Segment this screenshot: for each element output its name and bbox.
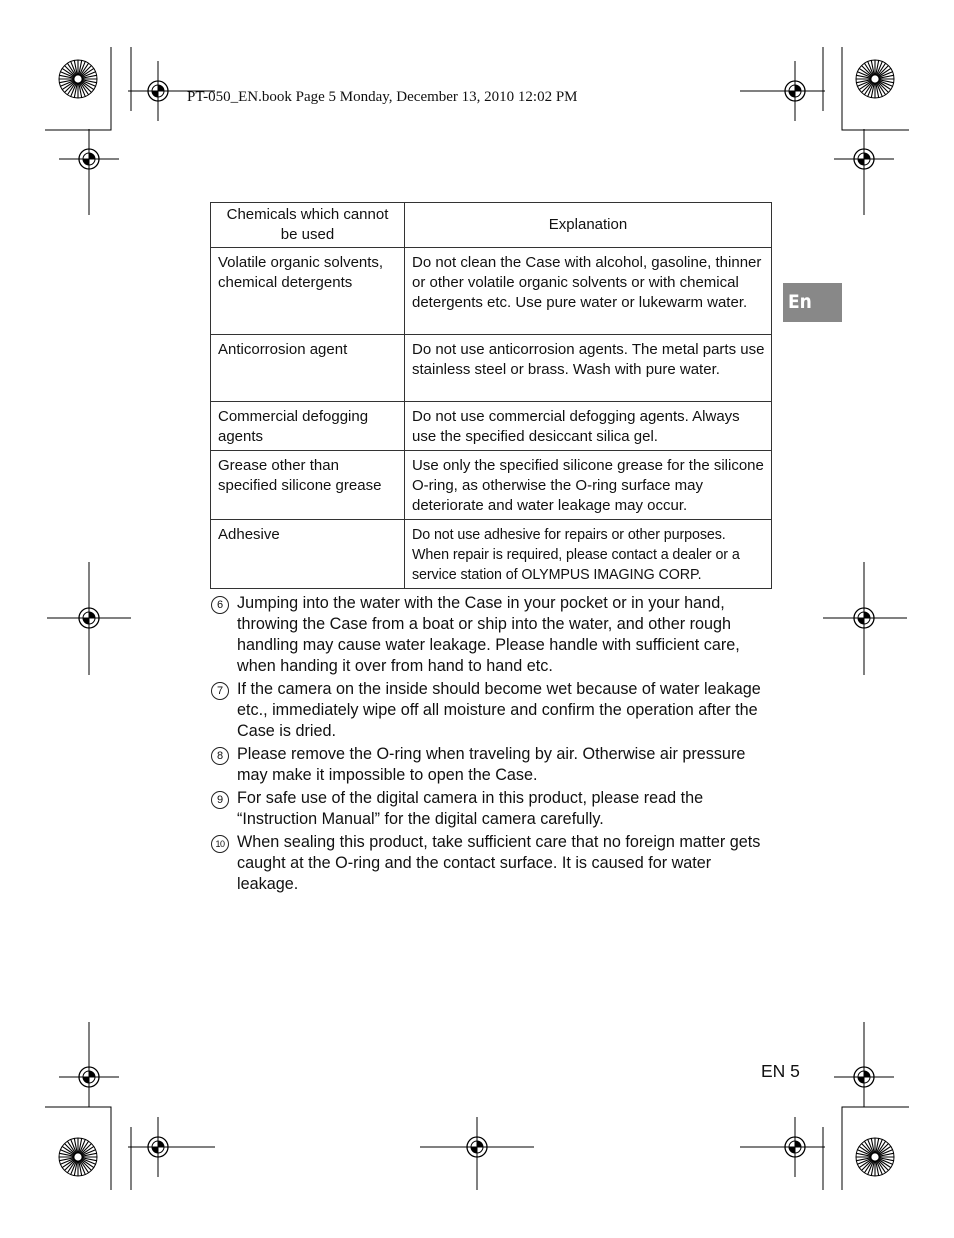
precaution-notes (210, 593, 770, 897)
note-text: When sealing this product, take sufficient care that no foreign matter gets caught at the O-ring and the contact surface. It is caused for water leakage. (237, 833, 761, 893)
table-row (211, 248, 772, 335)
chemical-cell: Volatile organic solvents, chemical detergents (211, 248, 405, 335)
circled-number: 6 (211, 596, 229, 614)
explanation-cell: Use only the specified silicone grease for the silicone O-ring, as otherwise the O-ring surface may deteriorate and water leakage may occur. (405, 451, 772, 520)
note-text: If the camera on the inside should become wet because of water leakage etc., immediately wipe off all moisture and confirm the operation after the Case is dried. (237, 680, 761, 740)
column-header-explanation: Explanation (405, 203, 772, 248)
note-text: Jumping into the water with the Case in your pocket or in your hand, throwing the Case from a boat or ship into the water, and other rough handling may cause water leakage. Please handle with sufficient care, when handing it over from hand to hand etc. (237, 594, 740, 675)
column-header-chemicals: Chemicals which cannot be used (211, 203, 405, 248)
print-info-header: PT-050_EN.book Page 5 Monday, December 13, 2010 12:02 PM (187, 89, 578, 105)
explanation-cell: Do not use anticorrosion agents. The metal parts use stainless steel or brass. Wash with pure water. (405, 335, 772, 402)
circled-number: 10 (211, 835, 229, 853)
explanation-cell: Do not use commercial defogging agents. Always use the specified desiccant silica gel. (405, 402, 772, 451)
list-item (210, 679, 770, 742)
table-row (211, 451, 772, 520)
table-header-row (211, 203, 772, 248)
chemicals-table (210, 202, 772, 589)
note-text: For safe use of the digital camera in this product, please read the “Instruction Manual” for the digital camera carefully. (237, 789, 704, 828)
explanation-cell: Do not use adhesive for repairs or other purposes. When repair is required, please contact a dealer or a service station of OLYMPUS IMAGING CORP. (405, 520, 772, 589)
list-item (210, 788, 770, 830)
list-item (210, 593, 770, 677)
circled-number: 9 (211, 791, 229, 809)
chemical-cell: Anticorrosion agent (211, 335, 405, 402)
circled-number: 8 (211, 747, 229, 765)
note-text: Please remove the O-ring when traveling by air. Otherwise air pressure may make it impossible to open the Case. (237, 745, 746, 784)
explanation-cell: Do not clean the Case with alcohol, gasoline, thinner or other volatile organic solvents or with chemical detergents etc. Use pure water or lukewarm water. (405, 248, 772, 335)
table-row (211, 335, 772, 402)
circled-number: 7 (211, 682, 229, 700)
chemical-cell: Grease other than specified silicone grease (211, 451, 405, 520)
page-number: EN 5 (761, 1061, 800, 1081)
table-row (211, 402, 772, 451)
list-item (210, 832, 770, 895)
chemical-cell: Commercial defogging agents (211, 402, 405, 451)
table-row (211, 520, 772, 589)
chemical-cell: Adhesive (211, 520, 405, 589)
language-tab: En (783, 283, 842, 322)
list-item (210, 744, 770, 786)
